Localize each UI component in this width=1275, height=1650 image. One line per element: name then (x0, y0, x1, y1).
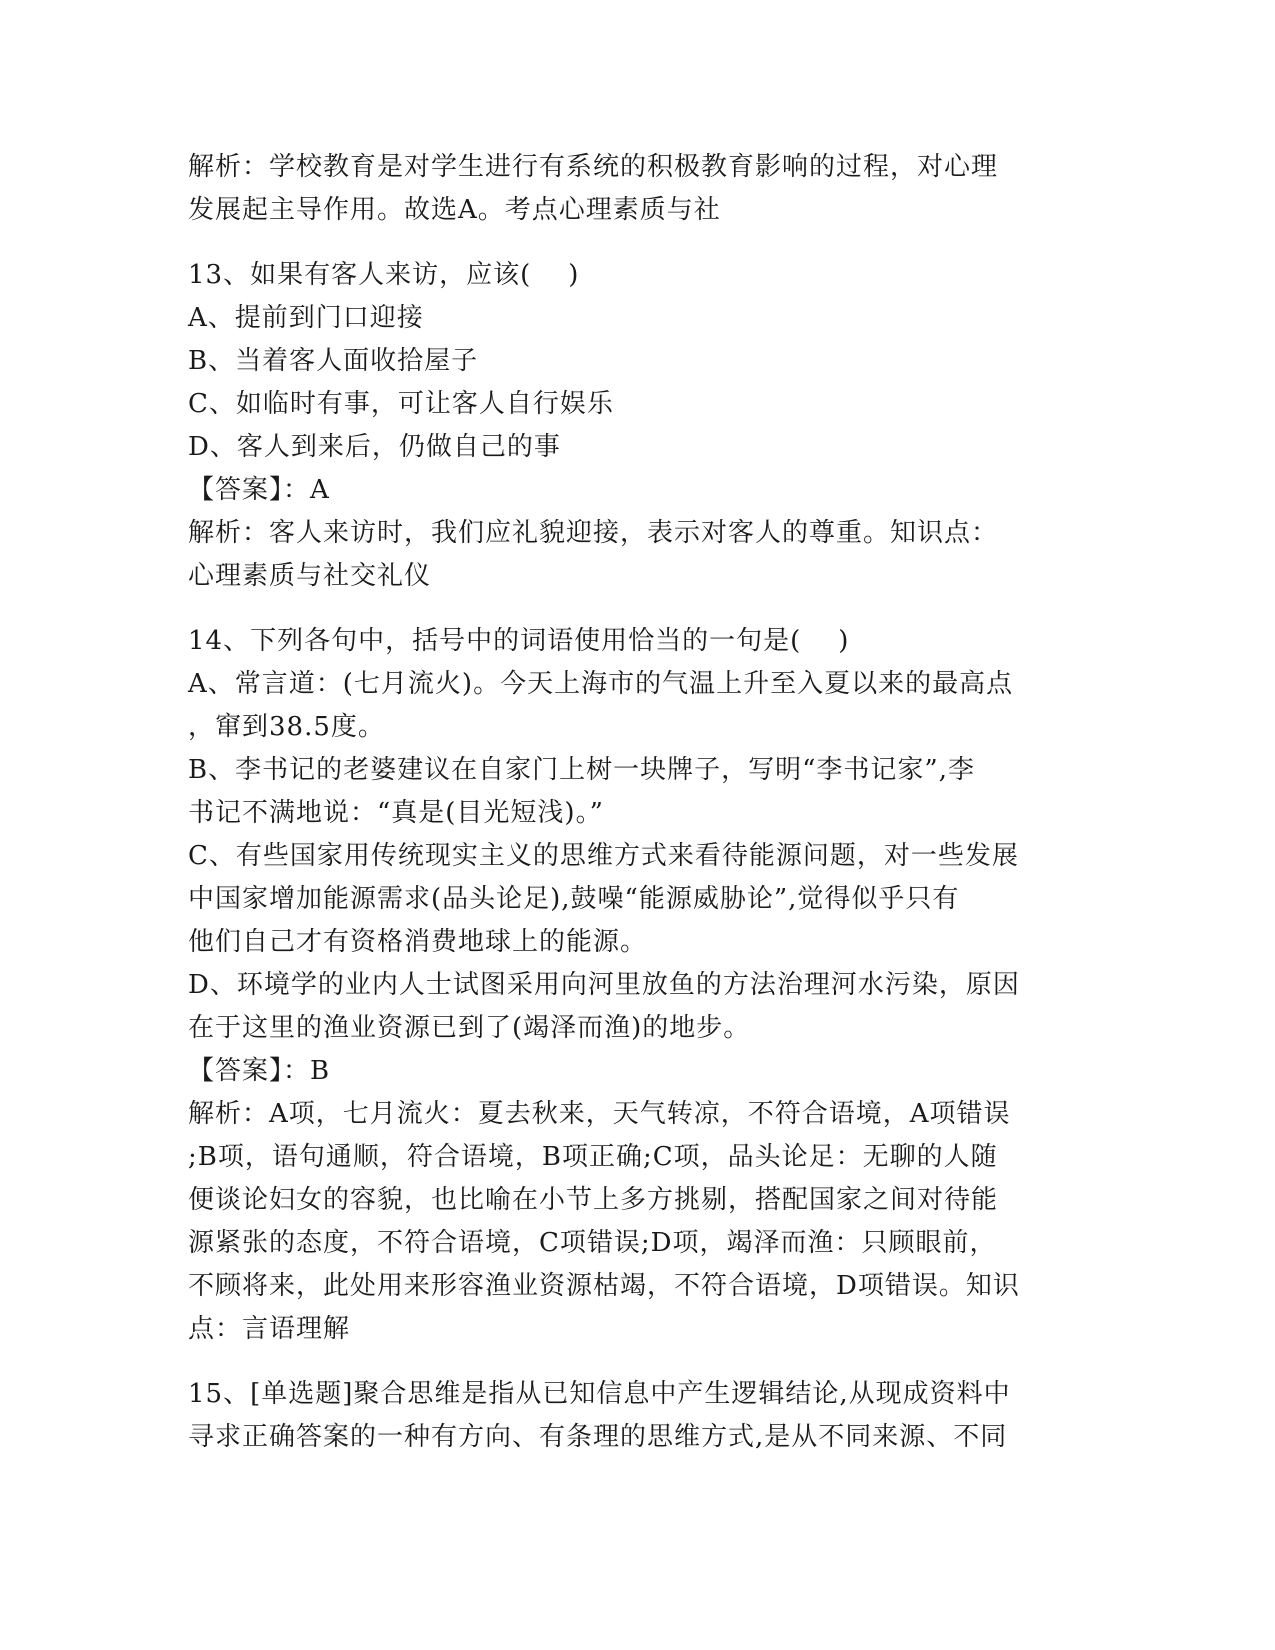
option-c-cont: 中国家增加能源需求(品头论足),鼓噪“能源威胁论”,觉得似乎只有 (188, 884, 960, 914)
question-14 (188, 620, 1098, 1351)
question-stem: 14、下列各句中，括号中的词语使用恰当的一句是( ) (188, 626, 850, 656)
analysis-line: 解析：A项，七月流火：夏去秋来，天气转凉，不符合语境，A项错误 (188, 1099, 1011, 1129)
analysis-line: 源紧张的态度，不符合语境，C项错误;D项，竭泽而渔：只顾眼前， (188, 1228, 997, 1258)
answer-line: 【答案】：A (188, 475, 330, 505)
option-d-cont: 在于这里的渔业资源已到了(竭泽而渔)的地步。 (188, 1013, 751, 1043)
analysis-line: 心理素质与社交礼仪 (188, 561, 432, 591)
analysis-line: 便谈论妇女的容貌，也比喻在小节上多方挑剔，搭配国家之间对待能 (188, 1185, 999, 1215)
option-a-cont: ，窜到38.5度。 (188, 712, 385, 742)
option-d: D、客人到来后，仍做自己的事 (188, 432, 561, 462)
option-c-cont: 他们自己才有资格消费地球上的能源。 (188, 927, 648, 957)
analysis-line: 不顾将来，此处用来形容渔业资源枯竭，不符合语境，D项错误。知识 (188, 1271, 1020, 1301)
analysis-line: 点：言语理解 (188, 1314, 351, 1344)
option-c: C、有些国家用传统现实主义的思维方式来看待能源问题，对一些发展 (188, 841, 1019, 871)
option-a: A、提前到门口迎接 (188, 303, 424, 333)
option-c: C、如临时有事，可让客人自行娱乐 (188, 389, 614, 419)
q12-analysis (188, 146, 1098, 232)
analysis-line: 解析：学校教育是对学生进行有系统的积极教育影响的过程，对心理 (188, 152, 999, 182)
question-15 (188, 1373, 1098, 1459)
question-stem: 13、如果有客人来访，应该( ) (188, 260, 580, 290)
option-a: A、常言道：(七月流火)。今天上海市的气温上升至入夏以来的最高点 (188, 669, 1014, 699)
question-13 (188, 254, 1098, 598)
option-b: B、李书记的老婆建议在自家门上树一块牌子，写明“李书记家”,李 (188, 755, 975, 785)
option-b-cont: 书记不满地说：“真是(目光短浅)。” (188, 798, 604, 828)
option-b: B、当着客人面收拾屋子 (188, 346, 479, 376)
analysis-line: ;B项，语句通顺，符合语境，B项正确;C项，品头论足：无聊的人随 (188, 1142, 998, 1172)
question-stem: 寻求正确答案的一种有方向、有条理的思维方式,是从不同来源、不同 (188, 1422, 1008, 1452)
analysis-line: 解析：客人来访时，我们应礼貌迎接，表示对客人的尊重。知识点： (188, 518, 999, 548)
question-stem: 15、[单选题]聚合思维是指从已知信息中产生逻辑结论,从现成资料中 (188, 1379, 1011, 1409)
document-body (188, 146, 1098, 1459)
answer-line: 【答案】：B (188, 1056, 331, 1086)
analysis-line: 发展起主导作用。故选A。考点心理素质与社 (188, 195, 721, 225)
option-d: D、环境学的业内人士试图采用向河里放鱼的方法治理河水污染，原因 (188, 970, 1020, 1000)
